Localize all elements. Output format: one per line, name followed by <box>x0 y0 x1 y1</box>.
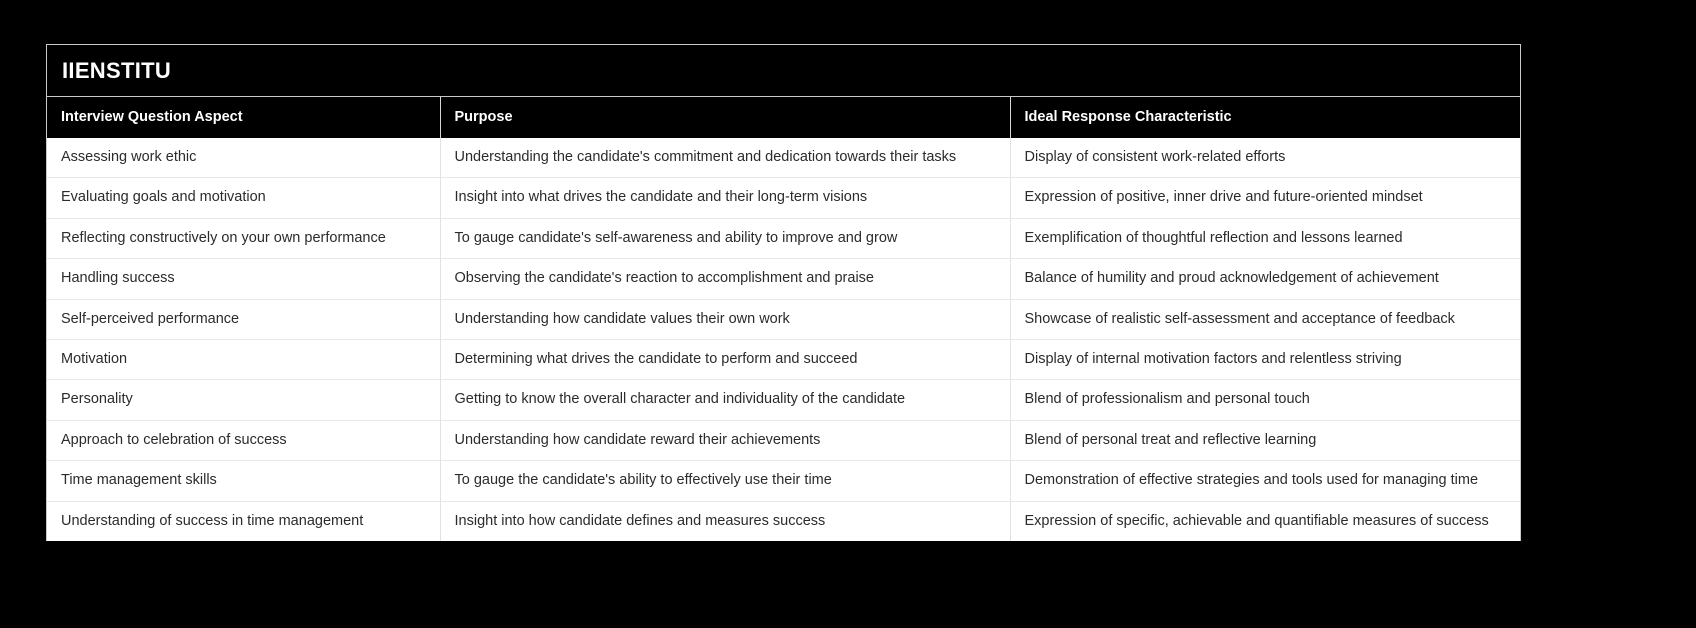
cell-aspect: Motivation <box>47 339 440 379</box>
brand-bar <box>47 45 1520 97</box>
cell-aspect: Evaluating goals and motivation <box>47 178 440 218</box>
table-row <box>47 259 1521 299</box>
table-row <box>47 178 1521 218</box>
table-header <box>47 97 1521 138</box>
column-header-purpose: Purpose <box>440 97 1010 138</box>
cell-aspect: Self-perceived performance <box>47 299 440 339</box>
cell-ideal-response: Display of internal motivation factors and relentless striving <box>1010 339 1521 379</box>
table-row <box>47 420 1521 460</box>
cell-ideal-response: Balance of humility and proud acknowledgement of achievement <box>1010 259 1521 299</box>
table-row <box>47 461 1521 501</box>
cell-purpose: Insight into what drives the candidate and their long-term visions <box>440 178 1010 218</box>
cell-ideal-response: Exemplification of thoughtful reflection and lessons learned <box>1010 218 1521 258</box>
table-row <box>47 380 1521 420</box>
table-row <box>47 299 1521 339</box>
table-row <box>47 339 1521 379</box>
cell-purpose: Understanding how candidate reward their achievements <box>440 420 1010 460</box>
cell-ideal-response: Expression of specific, achievable and quantifiable measures of success <box>1024 512 1489 529</box>
cell-ideal-response: Display of consistent work-related efforts <box>1010 138 1521 178</box>
cell-ideal-response: Expression of positive, inner drive and future-oriented mindset <box>1010 178 1521 218</box>
column-header-aspect: Interview Question Aspect <box>47 97 440 138</box>
cell-aspect: Approach to celebration of success <box>47 420 440 460</box>
cell-purpose: To gauge candidate's self-awareness and ability to improve and grow <box>440 218 1010 258</box>
cell-purpose: Observing the candidate's reaction to accomplishment and praise <box>440 259 1010 299</box>
cell-aspect: Understanding of success in time management <box>47 501 440 541</box>
table-body <box>47 138 1521 541</box>
cell-aspect: Handling success <box>47 259 440 299</box>
cell-purpose: Getting to know the overall character and individuality of the candidate <box>440 380 1010 420</box>
table-card <box>46 44 1521 541</box>
cell-ideal-response: Demonstration of effective strategies and tools used for managing time <box>1010 461 1521 501</box>
brand-title: IIENSTITU <box>62 57 172 83</box>
cell-purpose: To gauge the candidate's ability to effectively use their time <box>440 461 1010 501</box>
table-row <box>47 501 1521 541</box>
cell-ideal-response: Blend of professionalism and personal touch <box>1010 380 1521 420</box>
table-row <box>47 138 1521 178</box>
cell-purpose: Determining what drives the candidate to perform and succeed <box>440 339 1010 379</box>
cell-aspect: Reflecting constructively on your own performance <box>47 218 440 258</box>
cell-aspect: Assessing work ethic <box>47 138 440 178</box>
column-header-ideal-response: Ideal Response Characteristic <box>1024 109 1232 125</box>
cell-aspect: Time management skills <box>47 461 440 501</box>
interview-question-table <box>47 97 1521 541</box>
table-row <box>47 218 1521 258</box>
cell-aspect: Personality <box>47 380 440 420</box>
table-header-row <box>47 97 1521 138</box>
cell-purpose: Insight into how candidate defines and measures success <box>440 501 1010 541</box>
cell-ideal-response: Blend of personal treat and reflective learning <box>1010 420 1521 460</box>
cell-purpose: Understanding how candidate values their own work <box>440 299 1010 339</box>
cell-ideal-response: Showcase of realistic self-assessment and acceptance of feedback <box>1010 299 1521 339</box>
cell-purpose: Understanding the candidate's commitment and dedication towards their tasks <box>440 138 1010 178</box>
